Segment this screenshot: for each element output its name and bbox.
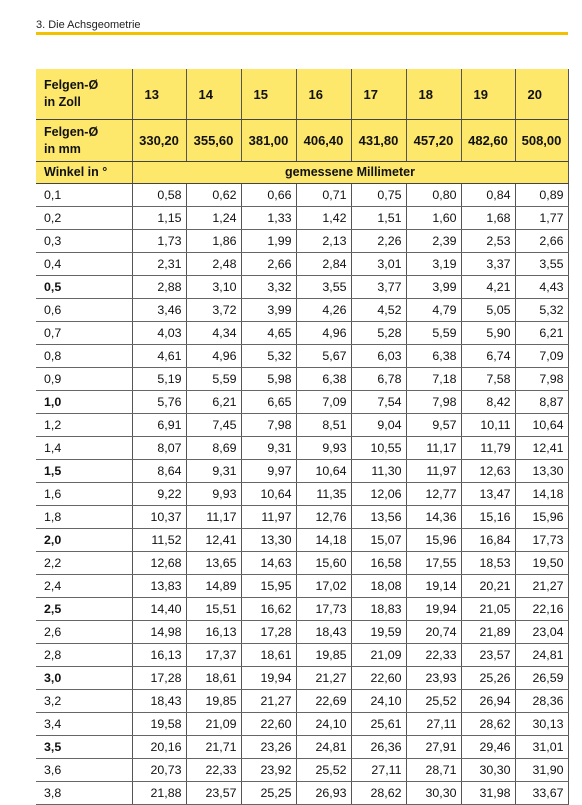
value-cell: 12,63 (461, 460, 515, 483)
value-cell: 6,21 (515, 322, 568, 345)
value-cell: 16,58 (351, 552, 406, 575)
value-cell: 22,60 (241, 713, 296, 736)
table-row (36, 276, 568, 299)
value-cell: 18,61 (241, 644, 296, 667)
zoll-cell: 18 (406, 69, 461, 120)
value-cell: 25,52 (296, 759, 351, 782)
mm-cell: 355,60 (186, 120, 241, 162)
value-cell: 10,64 (515, 414, 568, 437)
angle-cell: 0,2 (36, 207, 132, 230)
table-row (36, 736, 568, 759)
value-cell: 3,19 (406, 253, 461, 276)
table-row (36, 690, 568, 713)
value-cell: 17,02 (296, 575, 351, 598)
value-cell: 2,39 (406, 230, 461, 253)
value-cell: 18,43 (132, 690, 186, 713)
value-cell: 19,94 (241, 667, 296, 690)
value-cell: 30,13 (515, 713, 568, 736)
zoll-cell: 19 (461, 69, 515, 120)
value-cell: 4,43 (515, 276, 568, 299)
header-row-zoll (36, 69, 568, 120)
value-cell: 13,47 (461, 483, 515, 506)
table-row (36, 345, 568, 368)
value-cell: 24,81 (296, 736, 351, 759)
value-cell: 27,11 (351, 759, 406, 782)
value-cell: 21,27 (515, 575, 568, 598)
value-cell: 6,91 (132, 414, 186, 437)
value-cell: 1,68 (461, 207, 515, 230)
value-cell: 2,66 (515, 230, 568, 253)
value-cell: 3,99 (406, 276, 461, 299)
angle-cell: 2,5 (36, 598, 132, 621)
value-cell: 17,37 (186, 644, 241, 667)
table-row (36, 368, 568, 391)
value-cell: 7,98 (406, 391, 461, 414)
value-cell: 4,61 (132, 345, 186, 368)
value-cell: 13,30 (241, 529, 296, 552)
zoll-cell: 15 (241, 69, 296, 120)
zoll-cell: 20 (515, 69, 568, 120)
value-cell: 6,03 (351, 345, 406, 368)
table-row (36, 322, 568, 345)
value-cell: 27,11 (406, 713, 461, 736)
value-cell: 15,16 (461, 506, 515, 529)
value-cell: 1,86 (186, 230, 241, 253)
value-cell: 26,93 (296, 782, 351, 805)
mm-cell: 330,20 (132, 120, 186, 162)
value-cell: 22,33 (406, 644, 461, 667)
value-cell: 16,84 (461, 529, 515, 552)
value-cell: 9,97 (241, 460, 296, 483)
value-cell: 5,05 (461, 299, 515, 322)
value-cell: 25,25 (241, 782, 296, 805)
value-cell: 7,09 (296, 391, 351, 414)
value-cell: 4,26 (296, 299, 351, 322)
value-cell: 23,57 (186, 782, 241, 805)
value-cell: 3,72 (186, 299, 241, 322)
value-cell: 10,37 (132, 506, 186, 529)
chapter-heading: 3. Die Achsgeometrie (36, 19, 141, 31)
value-cell: 18,61 (186, 667, 241, 690)
mm-cell: 406,40 (296, 120, 351, 162)
value-cell: 18,43 (296, 621, 351, 644)
value-cell: 21,88 (132, 782, 186, 805)
angle-cell: 0,3 (36, 230, 132, 253)
value-cell: 24,81 (515, 644, 568, 667)
angle-cell: 1,4 (36, 437, 132, 460)
table-row (36, 414, 568, 437)
value-cell: 31,90 (515, 759, 568, 782)
value-cell: 3,46 (132, 299, 186, 322)
angle-cell: 1,8 (36, 506, 132, 529)
value-cell: 20,73 (132, 759, 186, 782)
zoll-cell: 16 (296, 69, 351, 120)
mm-cell: 508,00 (515, 120, 568, 162)
value-cell: 8,42 (461, 391, 515, 414)
value-cell: 5,59 (406, 322, 461, 345)
value-cell: 13,30 (515, 460, 568, 483)
value-cell: 23,57 (461, 644, 515, 667)
value-cell: 12,06 (351, 483, 406, 506)
value-cell: 8,87 (515, 391, 568, 414)
value-cell: 7,58 (461, 368, 515, 391)
value-cell: 12,41 (515, 437, 568, 460)
value-cell: 0,84 (461, 184, 515, 207)
value-cell: 5,90 (461, 322, 515, 345)
value-cell: 4,52 (351, 299, 406, 322)
value-cell: 11,52 (132, 529, 186, 552)
value-cell: 4,21 (461, 276, 515, 299)
subhead-measured-mm: gemessene Millimeter (132, 162, 568, 184)
value-cell: 11,79 (461, 437, 515, 460)
table-row (36, 529, 568, 552)
value-cell: 19,85 (296, 644, 351, 667)
value-cell: 1,73 (132, 230, 186, 253)
value-cell: 11,35 (296, 483, 351, 506)
value-cell: 28,62 (461, 713, 515, 736)
value-cell: 6,78 (351, 368, 406, 391)
value-cell: 21,09 (186, 713, 241, 736)
value-cell: 14,18 (296, 529, 351, 552)
angle-cell: 3,0 (36, 667, 132, 690)
value-cell: 9,57 (406, 414, 461, 437)
value-cell: 7,98 (515, 368, 568, 391)
value-cell: 2,66 (241, 253, 296, 276)
value-cell: 19,85 (186, 690, 241, 713)
value-cell: 2,53 (461, 230, 515, 253)
value-cell: 5,67 (296, 345, 351, 368)
value-cell: 4,34 (186, 322, 241, 345)
value-cell: 2,84 (296, 253, 351, 276)
value-cell: 15,60 (296, 552, 351, 575)
value-cell: 21,71 (186, 736, 241, 759)
value-cell: 5,32 (241, 345, 296, 368)
value-cell: 9,93 (296, 437, 351, 460)
table-row (36, 552, 568, 575)
value-cell: 0,75 (351, 184, 406, 207)
angle-cell: 3,6 (36, 759, 132, 782)
table-row (36, 230, 568, 253)
value-cell: 1,33 (241, 207, 296, 230)
value-cell: 10,55 (351, 437, 406, 460)
angle-cell: 1,2 (36, 414, 132, 437)
value-cell: 3,55 (515, 253, 568, 276)
table-row (36, 460, 568, 483)
value-cell: 4,96 (186, 345, 241, 368)
angle-cell: 2,2 (36, 552, 132, 575)
value-cell: 21,89 (461, 621, 515, 644)
table-row (36, 575, 568, 598)
value-cell: 1,15 (132, 207, 186, 230)
value-cell: 3,77 (351, 276, 406, 299)
value-cell: 16,13 (132, 644, 186, 667)
angle-cell: 0,9 (36, 368, 132, 391)
value-cell: 12,76 (296, 506, 351, 529)
value-cell: 19,58 (132, 713, 186, 736)
value-cell: 19,14 (406, 575, 461, 598)
value-cell: 1,77 (515, 207, 568, 230)
zoll-cell: 13 (132, 69, 186, 120)
value-cell: 11,17 (406, 437, 461, 460)
header-row-mm (36, 120, 568, 162)
value-cell: 17,28 (241, 621, 296, 644)
value-cell: 9,31 (241, 437, 296, 460)
mm-cell: 482,60 (461, 120, 515, 162)
value-cell: 30,30 (406, 782, 461, 805)
angle-cell: 3,4 (36, 713, 132, 736)
value-cell: 17,28 (132, 667, 186, 690)
value-cell: 28,36 (515, 690, 568, 713)
value-cell: 21,09 (351, 644, 406, 667)
value-cell: 5,32 (515, 299, 568, 322)
value-cell: 14,18 (515, 483, 568, 506)
value-cell: 3,10 (186, 276, 241, 299)
value-cell: 26,59 (515, 667, 568, 690)
table-row (36, 667, 568, 690)
mm-cell: 457,20 (406, 120, 461, 162)
value-cell: 24,10 (351, 690, 406, 713)
value-cell: 7,18 (406, 368, 461, 391)
header-label-mm: Felgen-Ø in mm (36, 120, 132, 162)
angle-cell: 3,5 (36, 736, 132, 759)
value-cell: 6,74 (461, 345, 515, 368)
header-label-winkel: Winkel in ° (36, 162, 132, 184)
value-cell: 15,96 (406, 529, 461, 552)
value-cell: 15,07 (351, 529, 406, 552)
value-cell: 6,38 (406, 345, 461, 368)
value-cell: 14,40 (132, 598, 186, 621)
value-cell: 15,51 (186, 598, 241, 621)
value-cell: 8,07 (132, 437, 186, 460)
value-cell: 15,95 (241, 575, 296, 598)
value-cell: 16,13 (186, 621, 241, 644)
angle-cell: 3,2 (36, 690, 132, 713)
value-cell: 1,42 (296, 207, 351, 230)
value-cell: 14,36 (406, 506, 461, 529)
value-cell: 9,22 (132, 483, 186, 506)
value-cell: 28,71 (406, 759, 461, 782)
value-cell: 33,67 (515, 782, 568, 805)
table-row (36, 621, 568, 644)
value-cell: 10,64 (241, 483, 296, 506)
value-cell: 20,74 (406, 621, 461, 644)
rim-angle-table (36, 69, 569, 805)
value-cell: 2,48 (186, 253, 241, 276)
table-row (36, 253, 568, 276)
value-cell: 18,53 (461, 552, 515, 575)
value-cell: 11,30 (351, 460, 406, 483)
value-cell: 14,98 (132, 621, 186, 644)
value-cell: 26,94 (461, 690, 515, 713)
value-cell: 0,71 (296, 184, 351, 207)
value-cell: 1,51 (351, 207, 406, 230)
value-cell: 12,77 (406, 483, 461, 506)
value-cell: 5,59 (186, 368, 241, 391)
value-cell: 2,13 (296, 230, 351, 253)
value-cell: 2,26 (351, 230, 406, 253)
value-cell: 22,16 (515, 598, 568, 621)
value-cell: 9,31 (186, 460, 241, 483)
value-cell: 4,79 (406, 299, 461, 322)
value-cell: 0,80 (406, 184, 461, 207)
value-cell: 7,45 (186, 414, 241, 437)
value-cell: 12,41 (186, 529, 241, 552)
angle-cell: 2,6 (36, 621, 132, 644)
value-cell: 13,56 (351, 506, 406, 529)
chapter-rule (36, 32, 568, 35)
value-cell: 23,04 (515, 621, 568, 644)
angle-cell: 0,1 (36, 184, 132, 207)
value-cell: 23,26 (241, 736, 296, 759)
table-row (36, 713, 568, 736)
value-cell: 6,38 (296, 368, 351, 391)
value-cell: 22,69 (296, 690, 351, 713)
header-label-zoll: Felgen-Ø in Zoll (36, 69, 132, 120)
value-cell: 31,01 (515, 736, 568, 759)
value-cell: 5,19 (132, 368, 186, 391)
value-cell: 26,36 (351, 736, 406, 759)
value-cell: 6,21 (186, 391, 241, 414)
value-cell: 6,65 (241, 391, 296, 414)
value-cell: 4,03 (132, 322, 186, 345)
value-cell: 8,64 (132, 460, 186, 483)
angle-cell: 0,8 (36, 345, 132, 368)
value-cell: 11,97 (406, 460, 461, 483)
value-cell: 15,96 (515, 506, 568, 529)
value-cell: 1,60 (406, 207, 461, 230)
table-row (36, 483, 568, 506)
value-cell: 11,97 (241, 506, 296, 529)
table-row (36, 759, 568, 782)
value-cell: 7,09 (515, 345, 568, 368)
value-cell: 23,93 (406, 667, 461, 690)
value-cell: 24,10 (296, 713, 351, 736)
value-cell: 18,83 (351, 598, 406, 621)
value-cell: 0,58 (132, 184, 186, 207)
table-row (36, 437, 568, 460)
value-cell: 21,05 (461, 598, 515, 621)
value-cell: 1,24 (186, 207, 241, 230)
angle-cell: 1,5 (36, 460, 132, 483)
value-cell: 3,55 (296, 276, 351, 299)
angle-cell: 0,6 (36, 299, 132, 322)
value-cell: 5,76 (132, 391, 186, 414)
table-row (36, 207, 568, 230)
table-row (36, 644, 568, 667)
table-row (36, 506, 568, 529)
value-cell: 25,61 (351, 713, 406, 736)
value-cell: 21,27 (296, 667, 351, 690)
value-cell: 5,28 (351, 322, 406, 345)
value-cell: 19,94 (406, 598, 461, 621)
value-cell: 22,33 (186, 759, 241, 782)
value-cell: 9,93 (186, 483, 241, 506)
angle-cell: 1,0 (36, 391, 132, 414)
table-row (36, 299, 568, 322)
value-cell: 7,98 (241, 414, 296, 437)
value-cell: 14,63 (241, 552, 296, 575)
value-cell: 3,37 (461, 253, 515, 276)
value-cell: 16,62 (241, 598, 296, 621)
value-cell: 4,96 (296, 322, 351, 345)
angle-cell: 0,5 (36, 276, 132, 299)
value-cell: 10,11 (461, 414, 515, 437)
value-cell: 25,52 (406, 690, 461, 713)
value-cell: 21,27 (241, 690, 296, 713)
value-cell: 14,89 (186, 575, 241, 598)
value-cell: 28,62 (351, 782, 406, 805)
table-row (36, 184, 568, 207)
table-row (36, 598, 568, 621)
value-cell: 5,98 (241, 368, 296, 391)
value-cell: 2,31 (132, 253, 186, 276)
value-cell: 0,89 (515, 184, 568, 207)
value-cell: 4,65 (241, 322, 296, 345)
value-cell: 0,62 (186, 184, 241, 207)
value-cell: 18,08 (351, 575, 406, 598)
value-cell: 31,98 (461, 782, 515, 805)
value-cell: 2,88 (132, 276, 186, 299)
zoll-cell: 14 (186, 69, 241, 120)
value-cell: 8,69 (186, 437, 241, 460)
value-cell: 13,65 (186, 552, 241, 575)
value-cell: 3,32 (241, 276, 296, 299)
value-cell: 20,16 (132, 736, 186, 759)
value-cell: 9,04 (351, 414, 406, 437)
value-cell: 27,91 (406, 736, 461, 759)
value-cell: 0,66 (241, 184, 296, 207)
value-cell: 3,01 (351, 253, 406, 276)
value-cell: 10,64 (296, 460, 351, 483)
value-cell: 20,21 (461, 575, 515, 598)
value-cell: 22,60 (351, 667, 406, 690)
header-row-winkel (36, 162, 568, 184)
value-cell: 29,46 (461, 736, 515, 759)
value-cell: 17,73 (296, 598, 351, 621)
value-cell: 19,50 (515, 552, 568, 575)
value-cell: 1,99 (241, 230, 296, 253)
table-row (36, 782, 568, 805)
angle-cell: 0,4 (36, 253, 132, 276)
value-cell: 17,73 (515, 529, 568, 552)
value-cell: 25,26 (461, 667, 515, 690)
value-cell: 17,55 (406, 552, 461, 575)
value-cell: 30,30 (461, 759, 515, 782)
table-row (36, 391, 568, 414)
angle-cell: 2,4 (36, 575, 132, 598)
mm-cell: 431,80 (351, 120, 406, 162)
angle-cell: 2,8 (36, 644, 132, 667)
value-cell: 8,51 (296, 414, 351, 437)
angle-cell: 1,6 (36, 483, 132, 506)
value-cell: 7,54 (351, 391, 406, 414)
angle-cell: 2,0 (36, 529, 132, 552)
value-cell: 11,17 (186, 506, 241, 529)
angle-cell: 0,7 (36, 322, 132, 345)
value-cell: 19,59 (351, 621, 406, 644)
value-cell: 3,99 (241, 299, 296, 322)
value-cell: 12,68 (132, 552, 186, 575)
zoll-cell: 17 (351, 69, 406, 120)
value-cell: 23,92 (241, 759, 296, 782)
value-cell: 13,83 (132, 575, 186, 598)
angle-cell: 3,8 (36, 782, 132, 805)
mm-cell: 381,00 (241, 120, 296, 162)
